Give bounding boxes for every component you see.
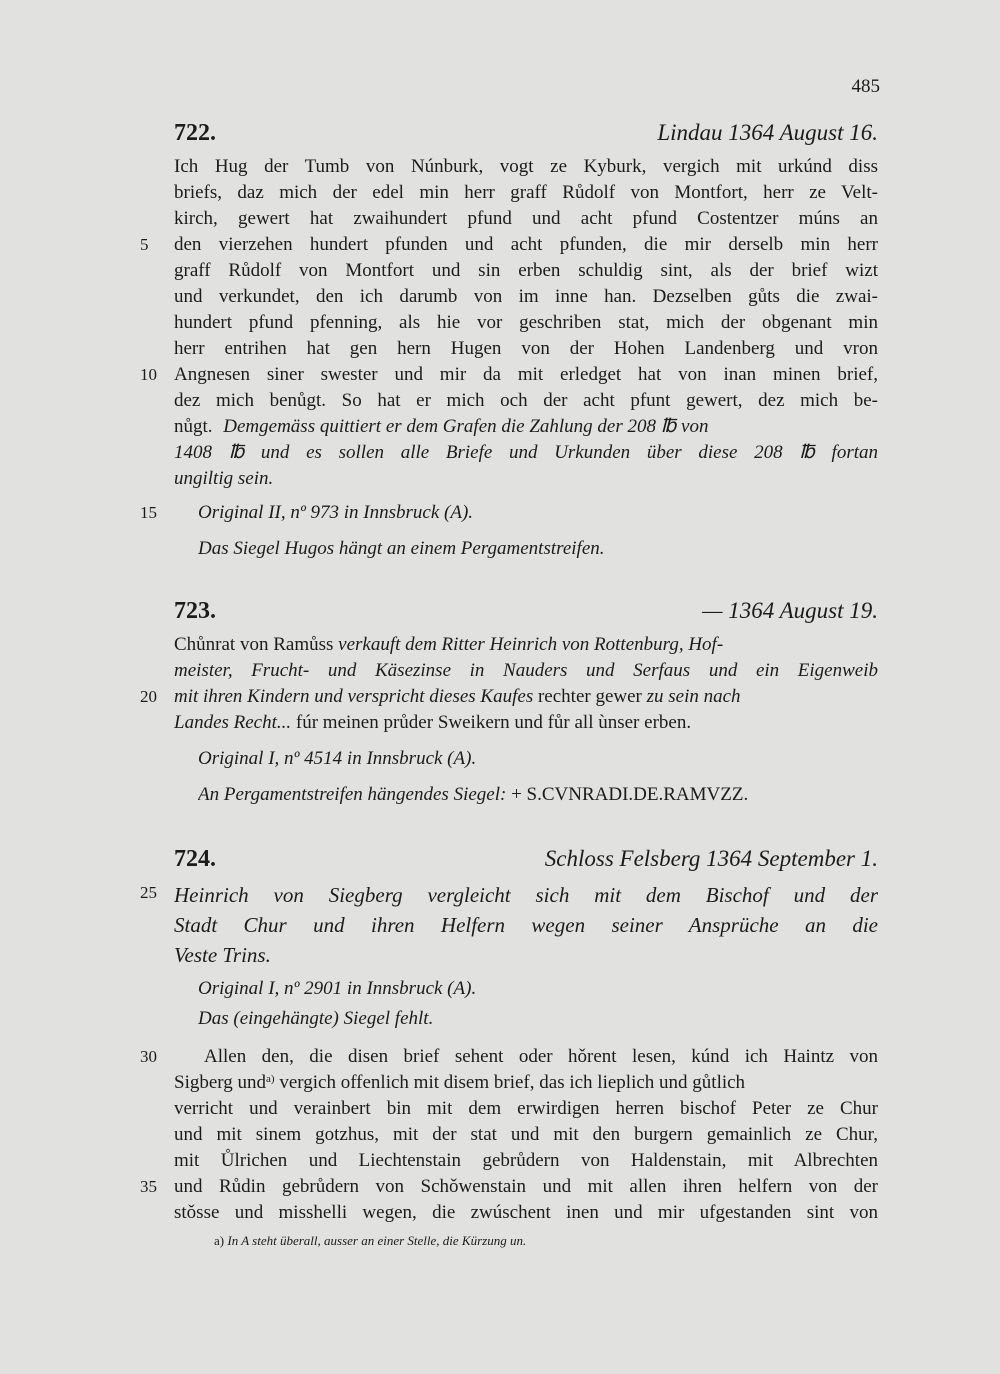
- line-number: 5: [140, 235, 149, 254]
- document-number: 724.: [174, 846, 216, 872]
- line-number: 20: [140, 687, 157, 706]
- text-line: hundert pfund pfenning, als hie vor geschriben stat, mich der obgenant min: [174, 312, 878, 333]
- document-number: 723.: [174, 598, 216, 624]
- page-number: 485: [851, 76, 880, 97]
- document-724-heading: [174, 846, 878, 876]
- text-line: und verkundet, den ich darumb von im inne han. Dezselben gůts die zwai-: [174, 286, 878, 307]
- place-date: Schloss Felsberg 1364 September 1.: [544, 846, 878, 871]
- text-fragment: Sigberg und: [174, 1072, 267, 1093]
- document-722-heading: [174, 120, 878, 150]
- text-line: verricht und verainbert bin mit dem erwirdigen herren bischof Peter ze Chur: [174, 1098, 878, 1119]
- place-date: — 1364 August 19.: [702, 598, 878, 623]
- line-number: 15: [140, 503, 157, 522]
- document-723-heading: [174, 598, 878, 628]
- text-line: [174, 632, 878, 658]
- text-line: Allen den, die disen brief sehent oder hǒrent lesen, kúnd ich Haintz von: [204, 1046, 878, 1067]
- place-date: Lindau 1364 August 16.: [657, 120, 878, 145]
- text-line: [174, 710, 878, 736]
- seal-inscription: + S.CVNRADI.DE.RAMVZZ.: [511, 784, 749, 805]
- text-line: und mit sinem gotzhus, mit der stat und mit den burgern gemainlich ze Chur,: [174, 1124, 878, 1145]
- line-number: 30: [140, 1047, 157, 1066]
- text-line: Angnesen siner swester und mir da mit erledget hat von inan minen brief,: [174, 364, 878, 385]
- original-note: Original I, nº 4514 in Innsbruck (A).: [198, 748, 477, 769]
- text-fragment: nůgt.: [174, 416, 213, 437]
- summary-fragment: Demgemäss quittiert er dem Grafen die Zahlung der 208 ℔ von: [223, 416, 709, 437]
- summary-line: ungiltig sein.: [174, 468, 274, 489]
- text-line: kirch, gewert hat zwaihundert pfund und acht pfund Costentzer múns an: [174, 208, 878, 229]
- original-note: Original II, nº 973 in Innsbruck (A).: [198, 502, 474, 523]
- summary-fragment: verkauft dem Ritter Heinrich von Rottenburg, Hof-: [338, 634, 724, 655]
- text-line: mit Ůlrichen und Liechtenstain gebrůdern von Haldenstain, mit Albrechten: [174, 1150, 878, 1171]
- footnote-text: In A steht überall, ausser an einer Stelle, die Kürzung un.: [227, 1233, 527, 1248]
- line-number: 35: [140, 1177, 157, 1196]
- text-line: briefs, daz mich der edel min herr graff Růdolf von Montfort, herr ze Velt-: [174, 182, 878, 203]
- line-number: 25: [140, 883, 157, 902]
- summary-line: Stadt Chur und ihren Helfern wegen seiner Ansprüche an die: [174, 913, 878, 937]
- seal-note: Das Siegel Hugos hängt an einem Pergamentstreifen.: [198, 538, 605, 559]
- line-number: 10: [140, 365, 157, 384]
- text-line: dez mich benůgt. So hat er mich och der acht pfunt gewert, dez mich be-: [174, 390, 878, 411]
- summary-line: Veste Trins.: [174, 943, 271, 967]
- summary-fragment: mit ihren Kindern und verspricht dieses Kaufes: [174, 686, 534, 707]
- summary-line: meister, Frucht- und Käsezinse in Nauders und Serfaus und ein Eigenweib: [174, 660, 878, 681]
- text-fragment: rechter gewer: [537, 686, 642, 707]
- text-line: stǒsse und misshelli wegen, die zwúschent inen und mir ufgestanden sint von: [174, 1202, 878, 1223]
- text-line: herr entrihen hat gen hern Hugen von der Hohen Landenberg und vron: [174, 338, 878, 359]
- text-line: [174, 684, 878, 710]
- seal-note: Das (eingehängte) Siegel fehlt.: [198, 1008, 434, 1029]
- text-line: und Růdin gebrůdern von Schǒwenstain und mit allen ihren helfern von der: [174, 1176, 878, 1197]
- summary-line: Heinrich von Siegberg vergleicht sich mit dem Bischof und der: [174, 883, 878, 907]
- text-line: [174, 1070, 878, 1096]
- original-note: Original I, nº 2901 in Innsbruck (A).: [198, 978, 477, 999]
- footnote: [214, 1232, 854, 1250]
- text-fragment: Chůnrat von Ramůss: [174, 634, 334, 655]
- footnote-label: a): [214, 1233, 225, 1248]
- summary-fragment: zu sein nach: [646, 686, 741, 707]
- document-number: 722.: [174, 120, 216, 146]
- summary-line: 1408 ℔ und es sollen alle Briefe und Urkunden über diese 208 ℔ fortan: [174, 442, 878, 463]
- text-line: [174, 414, 878, 440]
- summary-fragment: Landes Recht...: [174, 712, 292, 733]
- seal-label: An Pergamentstreifen hängendes Siegel:: [198, 784, 507, 805]
- seal-note: [198, 782, 878, 808]
- text-fragment: fúr meinen průder Sweikern und fůr all ùnser erben.: [295, 712, 692, 733]
- text-line: Ich Hug der Tumb von Núnburk, vogt ze Kyburk, vergich mit urkúnd diss: [174, 156, 878, 177]
- text-line: graff Růdolf von Montfort und sin erben schuldig sint, als der brief wizt: [174, 260, 878, 281]
- footnote-marker: a): [266, 1073, 275, 1085]
- text-line: den vierzehen hundert pfunden und acht pfunden, die mir derselb min herr: [174, 234, 878, 255]
- text-fragment: vergich offenlich mit disem brief, das ich lieplich und gůtlich: [279, 1072, 746, 1093]
